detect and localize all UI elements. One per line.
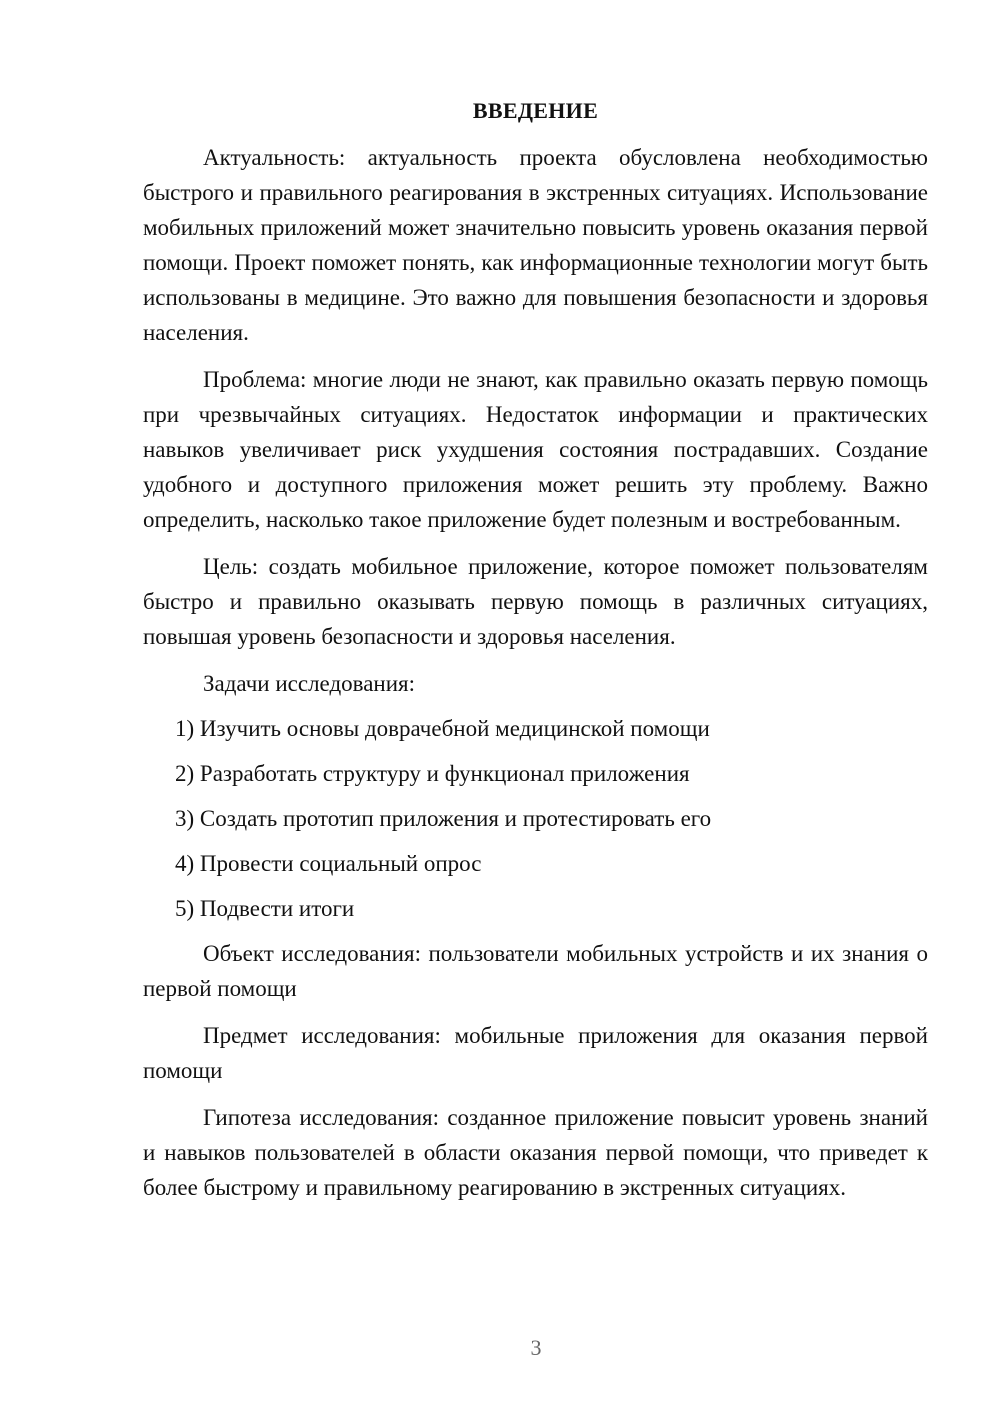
section-title: ВВЕДЕНИЕ <box>472 98 599 123</box>
task-item: 2) Разработать структуру и функционал приложения <box>175 761 690 786</box>
page-number: 3 <box>530 1335 542 1360</box>
tasks-list <box>143 711 928 926</box>
task-item: 4) Провести социальный опрос <box>175 851 482 876</box>
paragraph-goal: Цель: создать мобильное приложение, которое поможет пользователям быстро и правильно оказывать первую помощь в различных ситуациях, повышая уровень безопасности и здоровья населения. <box>143 554 928 649</box>
task-item: 5) Подвести итоги <box>175 896 355 921</box>
tasks-heading: Задачи исследования: <box>203 671 416 696</box>
page-content <box>143 93 928 1217</box>
paragraph-subject: Предмет исследования: мобильные приложения для оказания первой помощи <box>143 1023 928 1083</box>
paragraph-hypothesis: Гипотеза исследования: созданное приложение повысит уровень знаний и навыков пользователей в области оказания первой помощи, что приведет к более быстрому и правильному реагированию в экстренных ситуациях. <box>143 1105 928 1200</box>
task-item: 3) Создать прототип приложения и протестировать его <box>175 806 712 831</box>
task-item: 1) Изучить основы доврачебной медицинской помощи <box>175 716 710 741</box>
paragraph-relevance: Актуальность: актуальность проекта обусловлена необходимостью быстрого и правильного реагирования в экстренных ситуациях. Использование мобильных приложений может значительно повысить уровень оказания первой помощи. Проект поможет понять, как информационные технологии могут быть использованы в медицине. Это важно для повышения безопасности и здоровья населения. <box>143 145 928 345</box>
paragraph-object: Объект исследования: пользователи мобильных устройств и их знания о первой помощи <box>143 941 928 1001</box>
paragraph-problem: Проблема: многие люди не знают, как правильно оказать первую помощь при чрезвычайных ситуациях. Недостаток информации и практических навыков увеличивает риск ухудшения состояния пострадавших. Создание удобного и доступного приложения может решить эту проблему. Важно определить, насколько такое приложение будет полезным и востребованным. <box>143 367 928 532</box>
